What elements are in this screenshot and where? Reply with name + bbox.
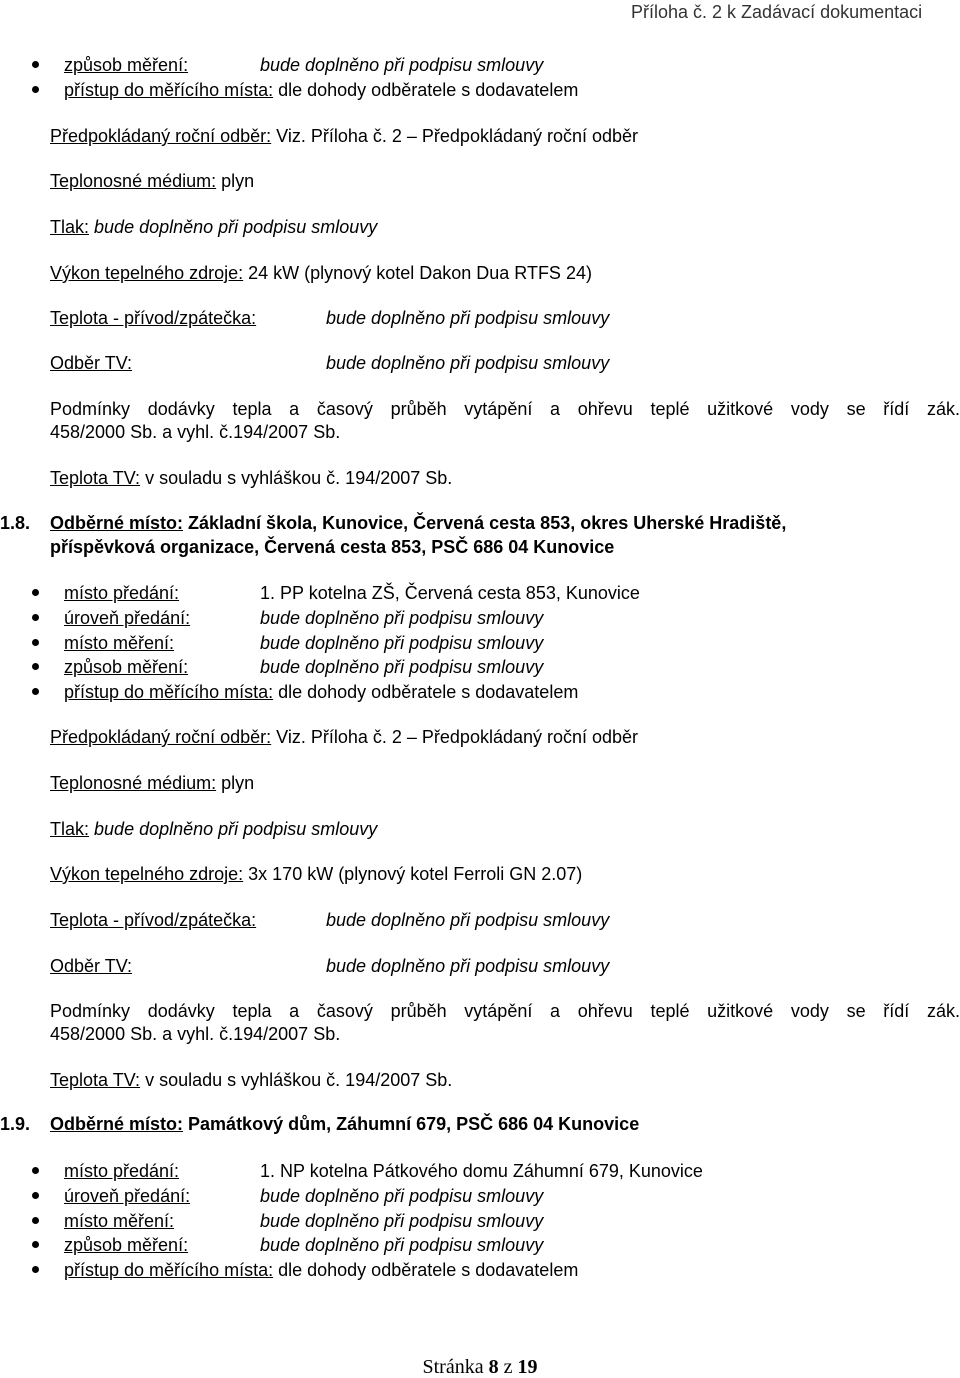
teplonosne-medium — [50, 170, 254, 192]
bullet-icon — [32, 639, 39, 646]
odberne-misto-label: Odběrné místo: — [50, 1114, 184, 1134]
bullet-icon — [32, 1167, 39, 1174]
bullet-value: bude doplněno při podpisu smlouvy — [260, 55, 544, 75]
field-value: v souladu s vyhláškou č. 194/2007 Sb. — [145, 468, 453, 488]
section-heading — [50, 1113, 639, 1135]
bullet-label: úroveň předání: — [64, 608, 191, 628]
bullet-icon — [32, 1217, 39, 1224]
footer-page: 8 — [488, 1356, 499, 1378]
page-header: Příloha č. 2 k Zadávací dokumentaci — [631, 2, 923, 22]
bullet-icon — [32, 663, 39, 670]
tlak — [50, 818, 377, 840]
field-value: Viz. Příloha č. 2 – Předpokládaný roční odběr — [276, 727, 639, 747]
section-title-line2: příspěvková organizace, Červená cesta 853, PSČ 686 04 Kunovice — [50, 537, 615, 557]
section-number: 1.8. — [0, 513, 31, 533]
odberne-misto-label: Odběrné místo: — [50, 513, 184, 533]
bullet-icon — [32, 688, 39, 695]
bullet-value: bude doplněno při podpisu smlouvy — [260, 1211, 544, 1231]
teplota-tv — [50, 467, 452, 489]
vykon-zdroje — [50, 863, 582, 885]
podminky-line2: 458/2000 Sb. a vyhl. č.194/2007 Sb. — [50, 1024, 341, 1044]
bullet-icon — [32, 86, 39, 93]
bullet-label: způsob měření: — [64, 1235, 189, 1255]
field-label: Předpokládaný roční odběr: — [50, 727, 272, 747]
bullet-value: dle dohody odběratele s dodavatelem — [278, 682, 579, 702]
field-value: plyn — [221, 171, 255, 191]
bullet-label: způsob měření: — [64, 55, 189, 75]
teplota-tv — [50, 1069, 452, 1091]
bullet-value: bude doplněno při podpisu smlouvy — [260, 657, 544, 677]
bullet-label: místo měření: — [64, 633, 175, 653]
bullet-icon — [32, 1266, 39, 1273]
field-value: plyn — [221, 773, 255, 793]
podminky-line1: Podmínky dodávky tepla a časový průběh vytápění a ohřevu teplé užitkové vody se řídí zák. — [50, 399, 960, 419]
bullet-icon — [32, 61, 39, 68]
bullet-icon — [32, 614, 39, 621]
field-label: Tlak: — [50, 217, 90, 237]
bullet-value: dle dohody odběratele s dodavatelem — [278, 1260, 579, 1280]
bullet-icon — [32, 589, 39, 596]
bullet-label: přístup do měřícího místa: — [64, 80, 274, 100]
teplota-label: Teplota - přívod/zpátečka: — [50, 910, 257, 930]
bullet-label: místo předání: — [64, 583, 180, 603]
field-value: 24 kW (plynový kotel Dakon Dua RTFS 24) — [248, 263, 592, 283]
odber-tv-value: bude doplněno při podpisu smlouvy — [326, 353, 610, 373]
bullet-label: místo měření: — [64, 1211, 175, 1231]
bullet-row — [64, 79, 578, 101]
field-label: Předpokládaný roční odběr: — [50, 126, 272, 146]
footer-sep: z — [503, 1356, 513, 1378]
predpokladany-odber — [50, 125, 638, 147]
teplota-value: bude doplněno při podpisu smlouvy — [326, 910, 610, 930]
bullet-value: bude doplněno při podpisu smlouvy — [260, 1186, 544, 1206]
field-label: Teplota TV: — [50, 468, 141, 488]
footer-total: 19 — [517, 1356, 538, 1378]
footer-prefix: Stránka — [422, 1356, 484, 1378]
teplonosne-medium — [50, 772, 254, 794]
bullet-label: způsob měření: — [64, 657, 189, 677]
bullet-label: přístup do měřícího místa: — [64, 682, 274, 702]
bullet-row — [64, 681, 578, 703]
field-value: bude doplněno při podpisu smlouvy — [94, 217, 378, 237]
odber-tv-value: bude doplněno při podpisu smlouvy — [326, 956, 610, 976]
bullet-value: bude doplněno při podpisu smlouvy — [260, 1235, 544, 1255]
field-label: Teplota TV: — [50, 1070, 141, 1090]
bullet-label: přístup do měřícího místa: — [64, 1260, 274, 1280]
bullet-value: 1. PP kotelna ZŠ, Červená cesta 853, Kunovice — [260, 583, 640, 603]
predpokladany-odber — [50, 726, 638, 748]
odber-tv-label: Odběr TV: — [50, 956, 133, 976]
field-value: bude doplněno při podpisu smlouvy — [94, 819, 378, 839]
bullet-icon — [32, 1192, 39, 1199]
bullet-value: bude doplněno při podpisu smlouvy — [260, 608, 544, 628]
podminky-line2: 458/2000 Sb. a vyhl. č.194/2007 Sb. — [50, 422, 341, 442]
field-value: Viz. Příloha č. 2 – Předpokládaný roční odběr — [276, 126, 639, 146]
field-label: Teplonosné médium: — [50, 171, 217, 191]
field-label: Teplonosné médium: — [50, 773, 217, 793]
page-footer — [0, 1356, 960, 1378]
section-heading — [50, 512, 786, 534]
field-value: 3x 170 kW (plynový kotel Ferroli GN 2.07) — [248, 864, 583, 884]
teplota-label: Teplota - přívod/zpátečka: — [50, 308, 257, 328]
field-label: Výkon tepelného zdroje: — [50, 864, 244, 884]
bullet-label: úroveň předání: — [64, 1186, 191, 1206]
bullet-value: 1. NP kotelna Pátkového domu Záhumní 679, Kunovice — [260, 1161, 703, 1181]
bullet-row — [64, 1259, 578, 1281]
podminky-line1: Podmínky dodávky tepla a časový průběh vytápění a ohřevu teplé užitkové vody se řídí zák. — [50, 1001, 960, 1021]
bullet-icon — [32, 1241, 39, 1248]
bullet-label: místo předání: — [64, 1161, 180, 1181]
teplota-value: bude doplněno při podpisu smlouvy — [326, 308, 610, 328]
section-number: 1.9. — [0, 1114, 31, 1134]
vykon-zdroje — [50, 262, 592, 284]
section-title: Základní škola, Kunovice, Červená cesta 853, okres Uherské Hradiště, — [188, 513, 787, 533]
bullet-value: bude doplněno při podpisu smlouvy — [260, 633, 544, 653]
section-title: Památkový dům, Záhumní 679, PSČ 686 04 Kunovice — [188, 1114, 640, 1134]
odber-tv-label: Odběr TV: — [50, 353, 133, 373]
bullet-value: dle dohody odběratele s dodavatelem — [278, 80, 579, 100]
field-label: Tlak: — [50, 819, 90, 839]
field-value: v souladu s vyhláškou č. 194/2007 Sb. — [145, 1070, 453, 1090]
field-label: Výkon tepelného zdroje: — [50, 263, 244, 283]
tlak — [50, 216, 377, 238]
